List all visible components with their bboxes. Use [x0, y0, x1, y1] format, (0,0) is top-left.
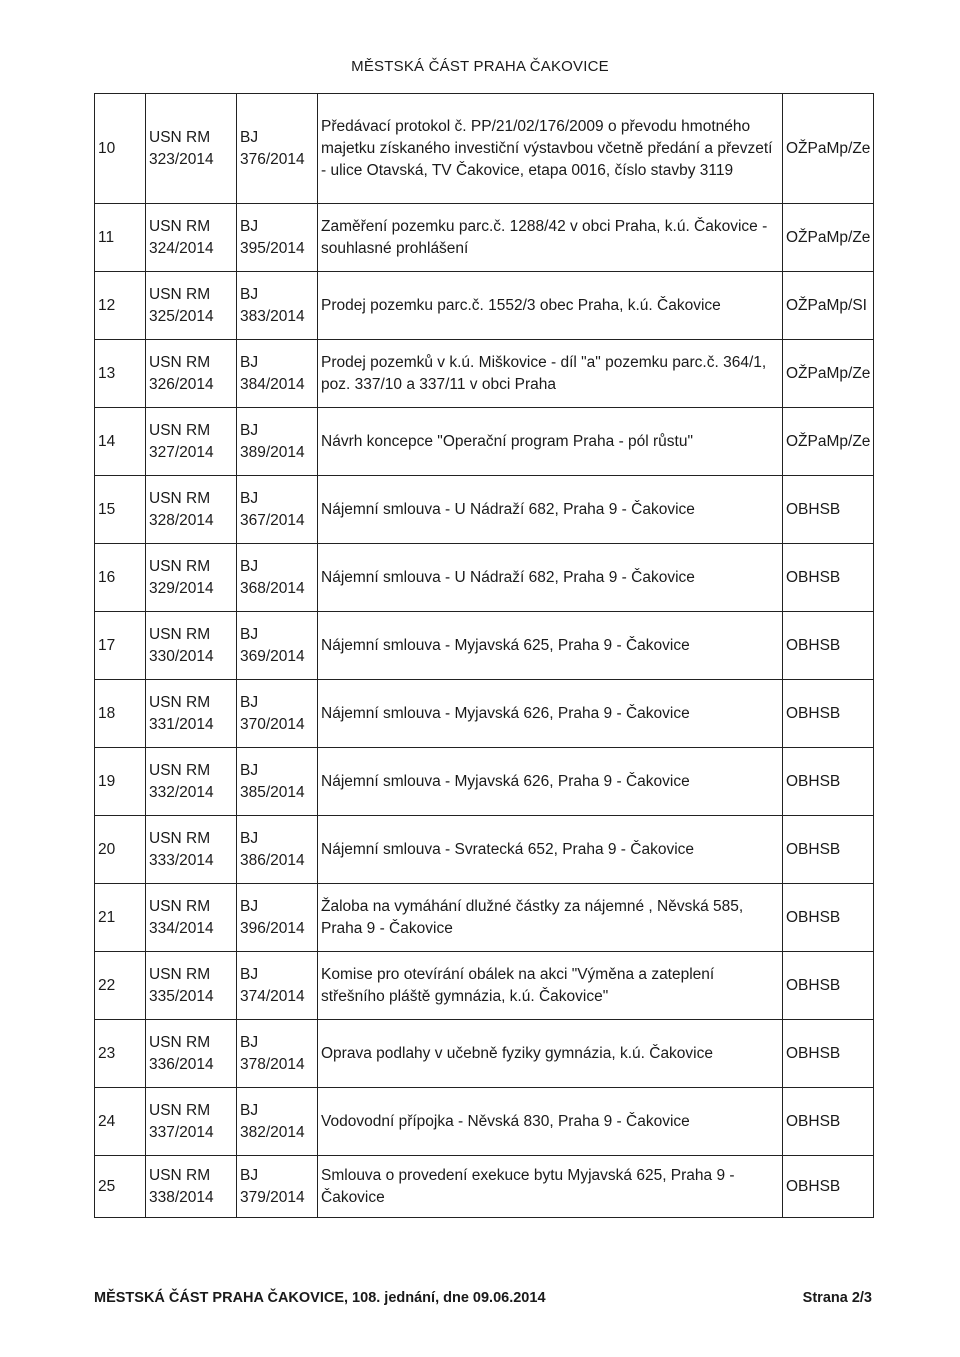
- item-number: [237, 94, 318, 204]
- subject-text: Vodovodní přípojka - Něvská 830, Praha 9 - Čakovice: [321, 1112, 690, 1130]
- item-id: 383/2014: [240, 307, 305, 325]
- item-label: BJ: [240, 761, 259, 779]
- table-row: [95, 612, 874, 680]
- resolution-label: USN RM: [149, 421, 211, 439]
- item-id: 369/2014: [240, 647, 305, 665]
- subject-text: Komise pro otevírání obálek na akci "Výměna a zateplení střešního pláště gymnázia, k.ú. Čakovice": [321, 965, 715, 1005]
- department-text: OŽPaMp/Ze: [786, 139, 871, 157]
- table-row: [95, 884, 874, 952]
- resolution-label: USN RM: [149, 353, 211, 371]
- page-footer: [94, 1290, 872, 1306]
- subject-text: Nájemní smlouva - Svratecká 652, Praha 9 - Čakovice: [321, 840, 695, 858]
- item-number: [237, 1020, 318, 1088]
- subject-cell: [318, 94, 783, 204]
- item-number: [237, 884, 318, 952]
- subject-cell: [318, 952, 783, 1020]
- item-id: 385/2014: [240, 783, 305, 801]
- department-text: OBHSB: [786, 908, 841, 926]
- department-text: OBHSB: [786, 1177, 841, 1195]
- row-number-text: 24: [98, 1112, 116, 1130]
- resolution-number: [146, 952, 237, 1020]
- department-cell: [783, 680, 874, 748]
- resolution-id: 323/2014: [149, 150, 214, 168]
- row-number-text: 10: [98, 139, 116, 157]
- table-row: [95, 340, 874, 408]
- subject-cell: [318, 204, 783, 272]
- resolution-number: [146, 272, 237, 340]
- resolution-number: [146, 544, 237, 612]
- resolution-number: [146, 340, 237, 408]
- item-label: BJ: [240, 128, 259, 146]
- resolution-id: 337/2014: [149, 1123, 214, 1141]
- subject-text: Nájemní smlouva - Myjavská 626, Praha 9 - Čakovice: [321, 704, 690, 722]
- subject-cell: [318, 816, 783, 884]
- table-row: [95, 816, 874, 884]
- department-cell: [783, 884, 874, 952]
- item-id: 374/2014: [240, 987, 305, 1005]
- row-number: [95, 476, 146, 544]
- department-text: OŽPaMp/Ze: [786, 432, 871, 450]
- department-cell: [783, 204, 874, 272]
- row-number-text: 23: [98, 1044, 116, 1062]
- resolution-label: USN RM: [149, 829, 211, 847]
- resolution-label: USN RM: [149, 285, 211, 303]
- resolution-id: 335/2014: [149, 987, 214, 1005]
- item-label: BJ: [240, 421, 259, 439]
- item-number: [237, 204, 318, 272]
- row-number: [95, 1088, 146, 1156]
- department-text: OBHSB: [786, 976, 841, 994]
- table-row: [95, 476, 874, 544]
- resolution-label: USN RM: [149, 965, 211, 983]
- row-number: [95, 1020, 146, 1088]
- item-label: BJ: [240, 557, 259, 575]
- item-label: BJ: [240, 489, 259, 507]
- table-row: [95, 1020, 874, 1088]
- row-number-text: 15: [98, 500, 116, 518]
- resolution-number: [146, 204, 237, 272]
- item-id: 379/2014: [240, 1188, 305, 1206]
- department-text: OBHSB: [786, 500, 841, 518]
- row-number: [95, 544, 146, 612]
- item-label: BJ: [240, 693, 259, 711]
- subject-text: Předávací protokol č. PP/21/02/176/2009 o převodu hmotného majetku získaného investiční výstavbou včetně předání a převzetí - ulice Otavská, TV Čakovice, etapa 0016, číslo stavby 3119: [321, 117, 773, 179]
- item-label: BJ: [240, 1101, 259, 1119]
- item-number: [237, 1088, 318, 1156]
- department-cell: [783, 748, 874, 816]
- subject-text: Smlouva o provedení exekuce bytu Myjavská 625, Praha 9 - Čakovice: [321, 1166, 735, 1206]
- item-number: [237, 952, 318, 1020]
- department-cell: [783, 408, 874, 476]
- subject-text: Nájemní smlouva - Myjavská 625, Praha 9 - Čakovice: [321, 636, 690, 654]
- department-text: OŽPaMp/Ze: [786, 364, 871, 382]
- subject-text: Prodej pozemku parc.č. 1552/3 obec Praha, k.ú. Čakovice: [321, 296, 721, 314]
- resolution-id: 324/2014: [149, 239, 214, 257]
- table-row: [95, 1156, 874, 1218]
- department-cell: [783, 1020, 874, 1088]
- table-row: [95, 94, 874, 204]
- subject-cell: [318, 884, 783, 952]
- row-number: [95, 612, 146, 680]
- row-number-text: 14: [98, 432, 116, 450]
- subject-text: Oprava podlahy v učebně fyziky gymnázia, k.ú. Čakovice: [321, 1044, 713, 1062]
- subject-cell: [318, 1088, 783, 1156]
- department-text: OBHSB: [786, 704, 841, 722]
- resolution-label: USN RM: [149, 1101, 211, 1119]
- subject-cell: [318, 272, 783, 340]
- resolution-id: 326/2014: [149, 375, 214, 393]
- footer-page-number: Strana 2/3: [802, 1290, 872, 1306]
- item-id: 376/2014: [240, 150, 305, 168]
- resolution-label: USN RM: [149, 557, 211, 575]
- row-number-text: 11: [98, 228, 115, 246]
- resolution-id: 329/2014: [149, 579, 214, 597]
- subject-cell: [318, 748, 783, 816]
- item-number: [237, 612, 318, 680]
- item-number: [237, 340, 318, 408]
- resolutions-table-body: [95, 94, 874, 1218]
- item-id: 367/2014: [240, 511, 305, 529]
- row-number: [95, 1156, 146, 1218]
- department-text: OBHSB: [786, 772, 841, 790]
- resolution-number: [146, 408, 237, 476]
- resolution-number: [146, 680, 237, 748]
- resolution-label: USN RM: [149, 693, 211, 711]
- resolution-number: [146, 816, 237, 884]
- department-cell: [783, 1156, 874, 1218]
- row-number: [95, 204, 146, 272]
- subject-text: Zaměření pozemku parc.č. 1288/42 v obci Praha, k.ú. Čakovice - souhlasné prohlášení: [321, 217, 768, 257]
- department-text: OBHSB: [786, 1112, 841, 1130]
- item-id: 382/2014: [240, 1123, 305, 1141]
- department-text: OŽPaMp/SI: [786, 296, 867, 314]
- resolution-label: USN RM: [149, 897, 211, 915]
- subject-cell: [318, 612, 783, 680]
- item-number: [237, 408, 318, 476]
- subject-cell: [318, 680, 783, 748]
- item-label: BJ: [240, 353, 259, 371]
- item-number: [237, 748, 318, 816]
- resolution-label: USN RM: [149, 1166, 211, 1184]
- table-row: [95, 544, 874, 612]
- resolution-id: 336/2014: [149, 1055, 214, 1073]
- subject-text: Nájemní smlouva - U Nádraží 682, Praha 9 - Čakovice: [321, 568, 695, 586]
- resolution-label: USN RM: [149, 625, 211, 643]
- row-number-text: 21: [98, 908, 116, 926]
- table-row: [95, 748, 874, 816]
- row-number-text: 12: [98, 296, 116, 314]
- resolution-id: 325/2014: [149, 307, 214, 325]
- resolution-number: [146, 1088, 237, 1156]
- page-header-title: MĚSTSKÁ ČÁST PRAHA ČAKOVICE: [351, 58, 609, 75]
- item-label: BJ: [240, 965, 259, 983]
- item-id: 384/2014: [240, 375, 305, 393]
- row-number: [95, 408, 146, 476]
- resolution-number: [146, 1020, 237, 1088]
- resolution-id: 330/2014: [149, 647, 214, 665]
- item-label: BJ: [240, 217, 259, 235]
- item-number: [237, 816, 318, 884]
- table-row: [95, 1088, 874, 1156]
- item-number: [237, 476, 318, 544]
- subject-cell: [318, 1156, 783, 1218]
- resolution-label: USN RM: [149, 217, 211, 235]
- resolution-id: 327/2014: [149, 443, 214, 461]
- department-cell: [783, 340, 874, 408]
- item-label: BJ: [240, 1166, 259, 1184]
- table-row: [95, 680, 874, 748]
- subject-cell: [318, 476, 783, 544]
- item-label: BJ: [240, 829, 259, 847]
- resolution-number: [146, 748, 237, 816]
- item-id: 370/2014: [240, 715, 305, 733]
- department-cell: [783, 476, 874, 544]
- table-row: [95, 408, 874, 476]
- row-number: [95, 94, 146, 204]
- resolution-id: 338/2014: [149, 1188, 214, 1206]
- resolution-label: USN RM: [149, 489, 211, 507]
- row-number: [95, 952, 146, 1020]
- resolution-label: USN RM: [149, 1033, 211, 1051]
- row-number: [95, 680, 146, 748]
- row-number: [95, 748, 146, 816]
- row-number-text: 19: [98, 772, 116, 790]
- item-id: 396/2014: [240, 919, 305, 937]
- item-label: BJ: [240, 897, 259, 915]
- subject-text: Prodej pozemků v k.ú. Miškovice - díl "a" pozemku parc.č. 364/1, poz. 337/10 a 337/11 v obci Praha: [321, 353, 767, 393]
- row-number-text: 22: [98, 976, 116, 994]
- item-id: 386/2014: [240, 851, 305, 869]
- item-label: BJ: [240, 285, 259, 303]
- row-number: [95, 272, 146, 340]
- resolution-id: 332/2014: [149, 783, 214, 801]
- subject-cell: [318, 408, 783, 476]
- department-text: OBHSB: [786, 568, 841, 586]
- subject-text: Nájemní smlouva - Myjavská 626, Praha 9 - Čakovice: [321, 772, 690, 790]
- row-number-text: 13: [98, 364, 116, 382]
- resolution-label: USN RM: [149, 761, 211, 779]
- resolution-number: [146, 94, 237, 204]
- row-number-text: 25: [98, 1177, 116, 1195]
- department-cell: [783, 1088, 874, 1156]
- resolution-number: [146, 1156, 237, 1218]
- table-row: [95, 272, 874, 340]
- resolution-number: [146, 612, 237, 680]
- item-number: [237, 680, 318, 748]
- department-cell: [783, 612, 874, 680]
- row-number-text: 20: [98, 840, 116, 858]
- department-text: OBHSB: [786, 840, 841, 858]
- department-cell: [783, 272, 874, 340]
- item-number: [237, 1156, 318, 1218]
- department-cell: [783, 544, 874, 612]
- subject-text: Nájemní smlouva - U Nádraží 682, Praha 9 - Čakovice: [321, 500, 695, 518]
- row-number-text: 17: [98, 636, 116, 654]
- row-number-text: 16: [98, 568, 116, 586]
- department-cell: [783, 94, 874, 204]
- department-text: OBHSB: [786, 636, 841, 654]
- item-label: BJ: [240, 625, 259, 643]
- row-number: [95, 884, 146, 952]
- table-row: [95, 952, 874, 1020]
- resolution-id: 334/2014: [149, 919, 214, 937]
- subject-text: Návrh koncepce "Operační program Praha - pól růstu": [321, 432, 693, 450]
- resolution-number: [146, 476, 237, 544]
- item-id: 395/2014: [240, 239, 305, 257]
- item-number: [237, 544, 318, 612]
- resolutions-table: [94, 93, 874, 1218]
- resolution-id: 328/2014: [149, 511, 214, 529]
- department-cell: [783, 952, 874, 1020]
- item-number: [237, 272, 318, 340]
- subject-cell: [318, 340, 783, 408]
- row-number: [95, 340, 146, 408]
- footer-meeting-info: MĚSTSKÁ ČÁST PRAHA ČAKOVICE, 108. jednání, dne 09.06.2014: [94, 1290, 546, 1306]
- resolution-id: 333/2014: [149, 851, 214, 869]
- subject-text: Žaloba na vymáhání dlužné částky za nájemné , Něvská 585, Praha 9 - Čakovice: [321, 897, 744, 937]
- item-id: 389/2014: [240, 443, 305, 461]
- subject-cell: [318, 1020, 783, 1088]
- item-id: 378/2014: [240, 1055, 305, 1073]
- department-text: OBHSB: [786, 1044, 841, 1062]
- row-number: [95, 816, 146, 884]
- resolution-id: 331/2014: [149, 715, 214, 733]
- department-cell: [783, 816, 874, 884]
- department-text: OŽPaMp/Ze: [786, 228, 871, 246]
- item-label: BJ: [240, 1033, 259, 1051]
- resolution-label: USN RM: [149, 128, 211, 146]
- resolution-number: [146, 884, 237, 952]
- row-number-text: 18: [98, 704, 116, 722]
- item-id: 368/2014: [240, 579, 305, 597]
- subject-cell: [318, 544, 783, 612]
- table-row: [95, 204, 874, 272]
